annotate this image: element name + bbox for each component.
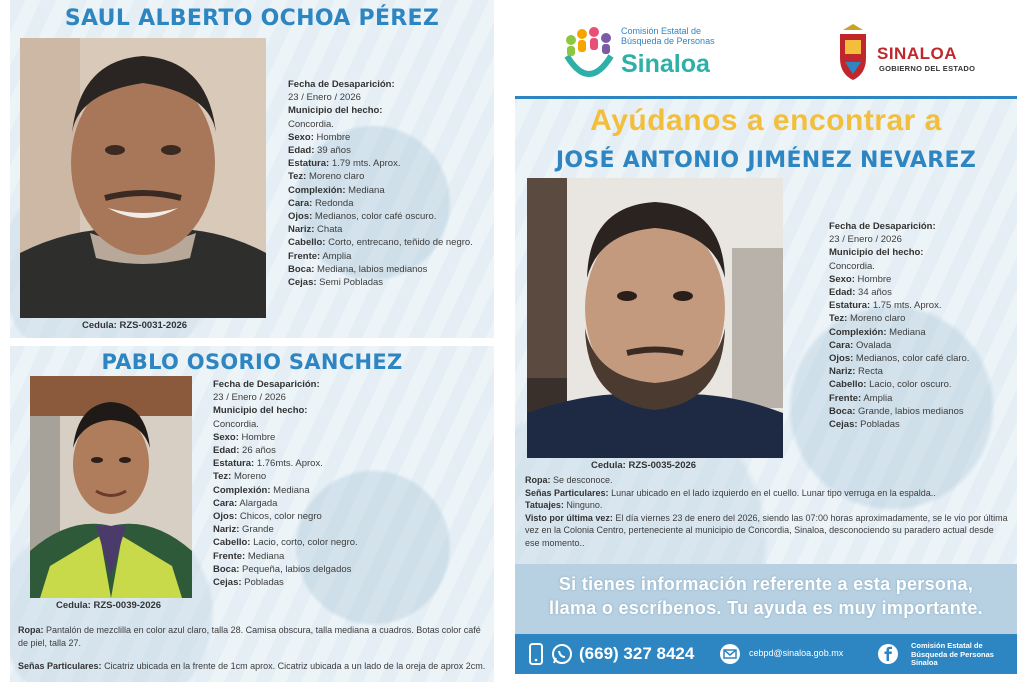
field-estatura: Estatura: 1.76mts. Aprox. [213, 458, 323, 470]
field-senas: Señas Particulares: Lunar ubicado en el lado izquierdo en el cuello. Lunar tipo verruga en la espalda.. [525, 487, 936, 498]
field-municipio-value: Concordia. [213, 418, 259, 430]
field-municipio-value: Concordia. [288, 118, 334, 130]
cedula-number: Cedula: RZS-0039-2026 [56, 600, 162, 611]
person-name: PABLO OSORIO SANCHEZ [101, 350, 403, 374]
facebook-icon[interactable] [877, 643, 899, 665]
person-name: SAUL ALBERTO OCHOA PÉREZ [64, 6, 440, 31]
commission-state: Sinaloa [621, 50, 710, 78]
field-edad: Edad: 39 años [288, 145, 351, 157]
headline: Ayúdanos a encontrar a [590, 104, 942, 137]
field-fecha-value: 23 / Enero / 2026 [829, 234, 902, 246]
field-estatura: Estatura: 1.75 mts. Aprox. [829, 300, 942, 312]
whatsapp-icon [551, 643, 573, 665]
state-shield-icon [837, 22, 869, 82]
field-edad: Edad: 34 años [829, 287, 892, 299]
cedula-number: Cedula: RZS-0031-2026 [82, 320, 188, 331]
field-cejas: Cejas: Pobladas [829, 419, 900, 431]
banner-text: Si tienes información referente a esta persona, llama o escríbenos. Tu ayuda es muy importante. [549, 574, 983, 618]
person-details [829, 220, 969, 431]
field-ropa: Ropa: Se desconoce. [525, 475, 613, 485]
phone-icon [525, 643, 547, 665]
field-estatura: Estatura: 1.79 mts. Aprox. [288, 158, 401, 170]
person-photo [20, 38, 266, 318]
person-details [213, 378, 358, 589]
field-cara: Cara: Alargada [213, 497, 278, 509]
field-municipio-label: Municipio del hecho: [213, 405, 308, 417]
phone-number[interactable]: (669) 327 8424 [579, 644, 695, 663]
person-photo [30, 376, 192, 598]
person-name: JOSÉ ANTONIO JIMÉNEZ NEVAREZ [555, 148, 977, 173]
extra-details [525, 474, 1009, 549]
email-address[interactable]: cebpd@sinaloa.gob.mx [749, 648, 844, 658]
field-sexo: Sexo: Hombre [829, 273, 892, 285]
contact-footer [515, 634, 1017, 674]
field-frente: Frente: Amplia [829, 392, 893, 404]
cedula-number: Cedula: RZS-0035-2026 [591, 460, 697, 471]
poster-pablo [10, 346, 494, 682]
mail-icon [719, 643, 741, 665]
info-banner [515, 564, 1017, 634]
commission-logo-icon [561, 22, 617, 82]
footer-commission-name: Comisión Estatal de Búsqueda de Personas Sinaloa [911, 641, 994, 667]
field-fecha-label: Fecha de Desaparición: [288, 79, 395, 90]
poster-header [515, 8, 1017, 96]
field-complexion: Complexión: Mediana [288, 184, 385, 196]
field-frente: Frente: Mediana [213, 550, 285, 562]
field-cabello: Cabello: Corto, entrecano, teñido de negro. [288, 237, 473, 249]
field-cejas: Cejas: Pobladas [213, 577, 284, 589]
field-fecha-label: Fecha de Desaparición: [213, 379, 320, 390]
field-municipio-label: Municipio del hecho: [288, 105, 383, 117]
field-complexion: Complexión: Mediana [829, 326, 926, 338]
commission-name: Comisión Estatal de Búsqueda de Personas [621, 26, 715, 46]
field-fecha-value: 23 / Enero / 2026 [213, 392, 286, 404]
field-senas: Señas Particulares: Cicatriz ubicada en la frente de 1cm aprox. Cicatriz ubicada a un lado de la oreja de aprox 2cm. [18, 661, 486, 671]
field-tez: Tez: Moreno claro [288, 171, 365, 183]
field-complexion: Complexión: Mediana [213, 484, 310, 496]
field-ojos: Ojos: Medianos, color café claro. [829, 353, 970, 365]
state-government: GOBIERNO DEL ESTADO [879, 64, 976, 73]
field-cara: Cara: Ovalada [829, 339, 892, 351]
field-ojos: Ojos: Medianos, color café oscuro. [288, 211, 437, 223]
field-municipio-label: Municipio del hecho: [829, 247, 924, 259]
poster-saul [10, 0, 494, 338]
field-cara: Cara: Redonda [288, 197, 354, 209]
field-nariz: Nariz: Recta [829, 366, 883, 378]
field-fecha-value: 23 / Enero / 2026 [288, 92, 361, 104]
field-cabello: Cabello: Lacio, color oscuro. [829, 379, 952, 391]
field-tez: Tez: Moreno [213, 471, 267, 483]
field-sexo: Sexo: Hombre [288, 131, 351, 143]
field-tatuajes: Tatuajes: Ninguno. [525, 500, 603, 510]
field-nariz: Nariz: Chata [288, 224, 343, 236]
field-ojos: Ojos: Chicos, color negro [213, 511, 322, 523]
header-divider [515, 96, 1017, 99]
field-ropa: Ropa: Pantalón de mezclilla en color azul claro, talla 28. Camisa obscura, talla mediana a cuadros. Botas color café de piel, talla 27. [18, 625, 481, 648]
field-boca: Boca: Pequeña, labios delgados [213, 563, 352, 575]
poster-jose [515, 8, 1017, 674]
person-details [288, 78, 473, 289]
field-frente: Frente: Amplia [288, 250, 352, 262]
field-cejas: Cejas: Semi Pobladas [288, 277, 384, 289]
person-photo [527, 178, 783, 458]
field-municipio-value: Concordia. [829, 260, 875, 272]
field-tez: Tez: Moreno claro [829, 313, 906, 325]
field-edad: Edad: 26 años [213, 445, 276, 457]
state-name: SINALOA [877, 44, 957, 63]
field-nariz: Nariz: Grande [213, 524, 274, 536]
field-cabello: Cabello: Lacio, corto, color negro. [213, 537, 358, 549]
field-fecha-label: Fecha de Desaparición: [829, 221, 936, 232]
field-boca: Boca: Mediana, labios medianos [288, 263, 428, 275]
field-boca: Boca: Grande, labios medianos [829, 405, 964, 417]
field-sexo: Sexo: Hombre [213, 431, 276, 443]
field-visto: Visto por última vez: El día viernes 23 de enero del 2026, siendo las 07:00 horas aproximadamente, se le vio por última vez en la Colonia Centro, perteneciente al municipio de Concordia, Sinaloa, desconociendo su paradero actual desde ese momento.. [525, 512, 1008, 548]
